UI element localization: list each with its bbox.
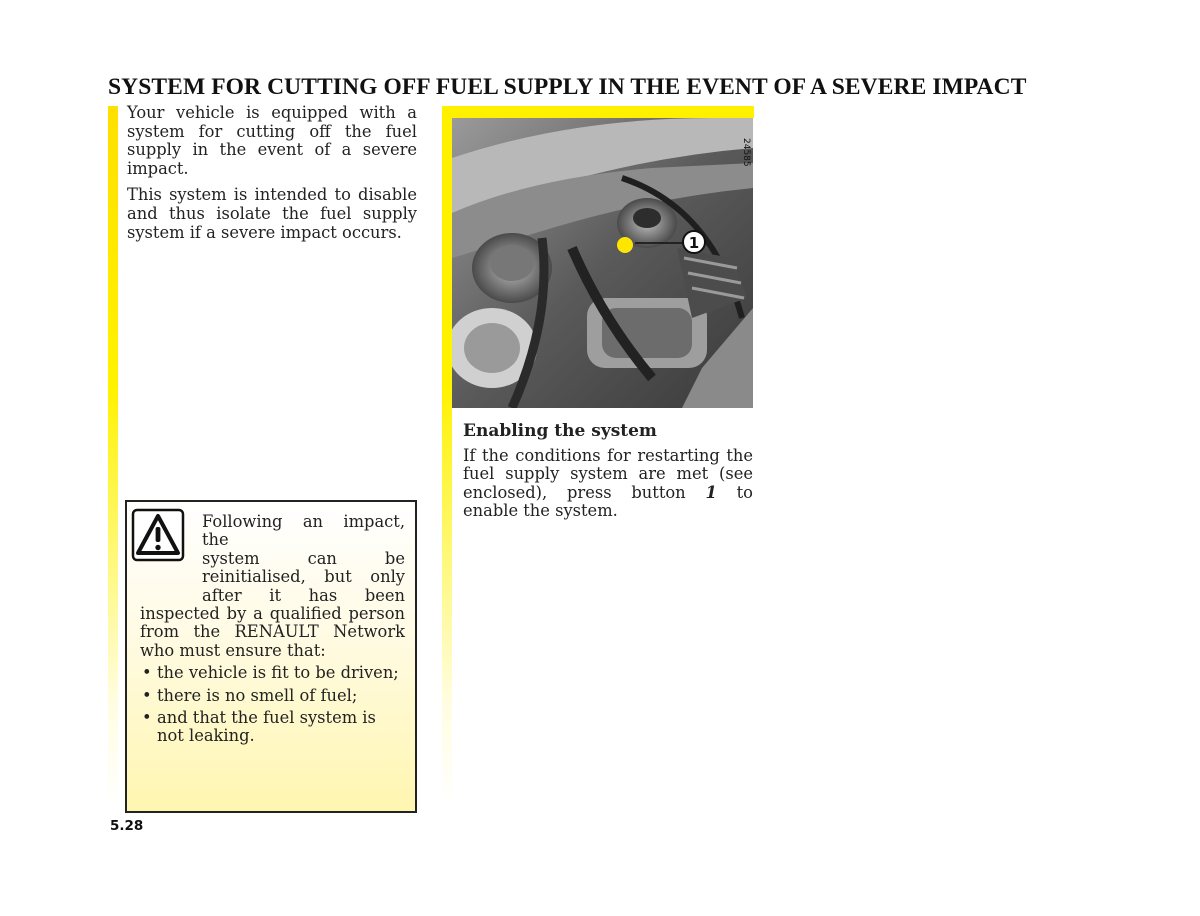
list-item: • the vehicle is fit to be driven; [140, 664, 405, 682]
button-ref: 1 [705, 482, 717, 502]
enabling-heading: Enabling the system [463, 421, 657, 441]
warning-checklist [140, 664, 405, 746]
list-item: • and that the fuel system is not leaking. [140, 709, 405, 746]
warning-box [125, 500, 417, 813]
intro-paragraph-2: This system is intended to disable and thus isolate the fuel supply system if a severe impact occurs. [127, 185, 417, 242]
photo-callout-1: 1 [688, 234, 700, 252]
page-title: SYSTEM FOR CUTTING OFF FUEL SUPPLY IN THE EVENT OF A SEVERE IMPACT [108, 74, 1027, 100]
photo-accent-bar-top [442, 106, 754, 118]
intro-paragraph-1: Your vehicle is equipped with a system for cutting off the fuel supply in the event of a severe impact. [127, 103, 417, 178]
warning-text: Following an impact, the system can be reinitialised, but only after it has been inspected by a qualified person from the RENAULT Network who must ensure that: • the vehicle is fit to be driven; • there is no smell of fuel; • and that the fuel system is not leaking. [140, 513, 405, 750]
left-accent-bar [108, 106, 118, 806]
photo-accent-bar-side [442, 106, 452, 806]
engine-bay-illustration [452, 118, 753, 408]
list-item: • there is no smell of fuel; [140, 687, 405, 705]
enabling-text: If the conditions for restarting the fuel supply system are met (see enclosed), press button 1 to enable the system. [463, 445, 753, 521]
enabling-section [463, 422, 753, 521]
photo-ref-code: 24585 [741, 138, 751, 167]
intro-column [127, 104, 417, 250]
page-number: 5.28 [110, 818, 144, 834]
engine-bay-photo [452, 118, 753, 408]
